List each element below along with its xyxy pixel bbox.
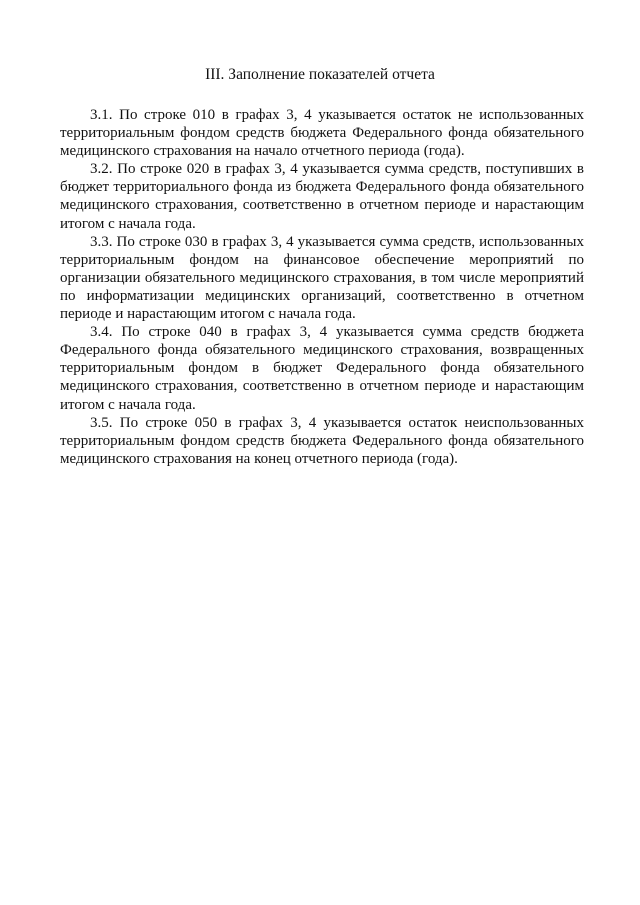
paragraph-3-4: 3.4. По строке 040 в графах 3, 4 указывается сумма средств бюджета Федерального фонда обязательного медицинского страхования, возвращенных территориальным фондом в бюджет Федерального фонда обязательного медицинского страхования, соответственно в отчетном периоде и нарастающим итогом с начала года. [60,324,584,413]
section-title: III. Заполнение показателей отчета [205,66,435,83]
paragraph-3-1: 3.1. По строке 010 в графах 3, 4 указывается остаток не использованных территориальным фондом средств бюджета Федерального фонда обязательного медицинского страхования на начало отчетного периода (года). [60,107,584,160]
paragraph-3-3: 3.3. По строке 030 в графах 3, 4 указывается сумма средств, использованных территориальным фондом на финансовое обеспечение мероприятий по организации обязательного медицинского страхования, в том числе мероприятий по информатизации медицинских организаций, соответственно в отчетном периоде и нарастающим итогом с начала года. [60,233,584,323]
document-body [60,106,584,468]
paragraph-3-2: 3.2. По строке 020 в графах 3, 4 указывается сумма средств, поступивших в бюджет территориального фонда из бюджета Федерального фонда обязательного медицинского страхования, соответственно в отчетном периоде и нарастающим итогом с начала года. [60,161,584,232]
paragraph-3-5: 3.5. По строке 050 в графах 3, 4 указывается остаток неиспользованных территориальным фондом средств бюджета Федерального фонда обязательного медицинского страхования на конец отчетного периода (года). [60,414,584,467]
